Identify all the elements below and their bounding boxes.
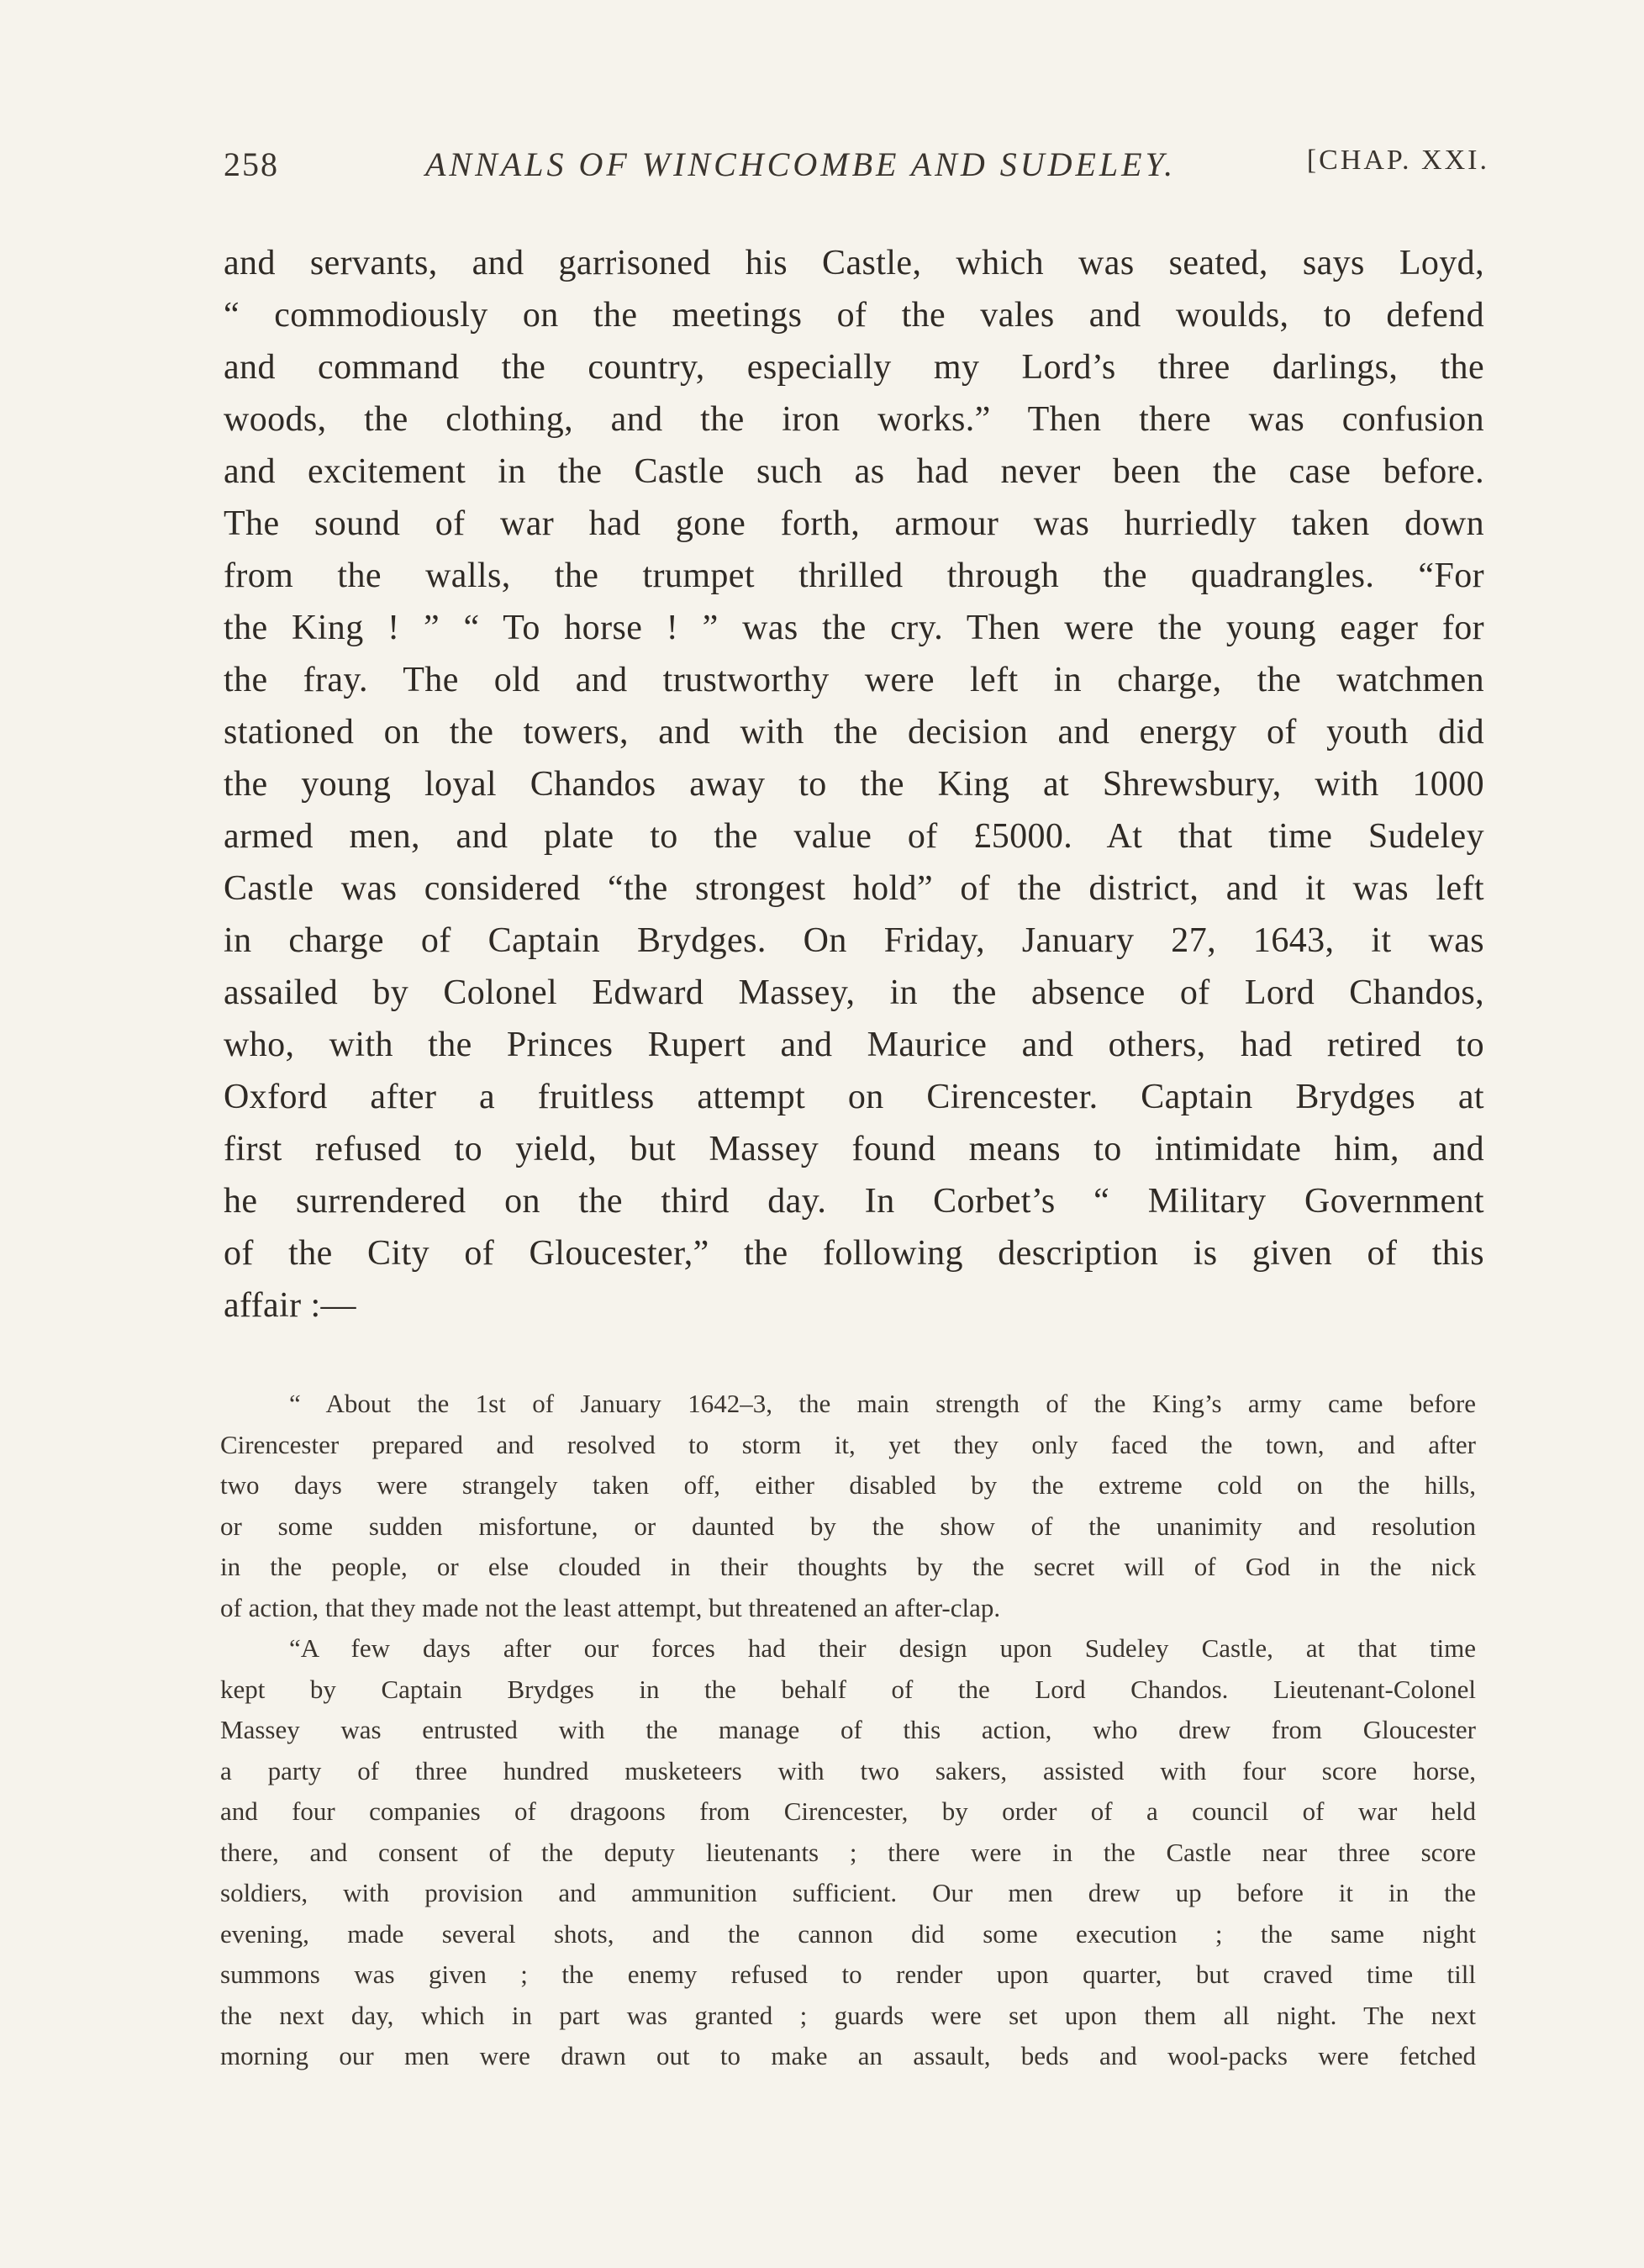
quote-line: two days were strangely taken off, either disabled by the extreme cold on the hills, [220, 1470, 1476, 1500]
quote-line: or some sudden misfortune, or daunted by the show of the unanimity and resolution [220, 1511, 1476, 1541]
quote-line: kept by Captain Brydges in the behalf of the Lord Chandos. Lieutenant-Colonel [220, 1674, 1476, 1704]
quote-line: a party of three hundred musketeers with two sakers, assisted with four score horse, [220, 1755, 1476, 1785]
quote-line: the next day, which in part was granted ; guards were set upon them all night. The next [220, 2000, 1476, 2030]
body-line: armed men, and plate to the value of £5000. At that time Sudeley [224, 817, 1484, 856]
quote-line: and four companies of dragoons from Cirencester, by order of a council of war held [220, 1796, 1476, 1826]
body-line: and command the country, especially my Lord’s three darlings, the [224, 348, 1484, 387]
quote-line: there, and consent of the deputy lieutenants ; there were in the Castle near three score [220, 1837, 1476, 1867]
quote-line: “A few days after our forces had their design upon Sudeley Castle, at that time [289, 1633, 1476, 1663]
body-line: the King ! ” “ To horse ! ” was the cry. Then were the young eager for [224, 609, 1484, 647]
quote-line: soldiers, with provision and ammunition sufficient. Our men drew up before it in the [220, 1878, 1476, 1907]
chapter-marker: [CHAP. XXI. [1306, 145, 1489, 176]
body-line: of the City of Gloucester,” the following description is given of this [224, 1234, 1484, 1273]
body-line: first refused to yield, but Massey found means to intimidate him, and [224, 1130, 1484, 1168]
body-line: “ commodiously on the meetings of the vales and woulds, to defend [224, 296, 1484, 335]
main-paragraph [224, 237, 1484, 1332]
book-title: ANNALS OF WINCHCOMBE AND SUDELEY. [425, 145, 1177, 183]
body-line: and excitement in the Castle such as had never been the case before. [224, 452, 1484, 491]
quote-line: evening, made several shots, and the cannon did some execution ; the same night [220, 1918, 1476, 1949]
body-line: The sound of war had gone forth, armour was hurriedly taken down [224, 504, 1484, 543]
body-line: Castle was considered “the strongest hold” of the district, and it was left [224, 869, 1484, 908]
body-line: woods, the clothing, and the iron works.” Then there was confusion [224, 400, 1484, 439]
quote-line: Cirencester prepared and resolved to storm it, yet they only faced the town, and after [220, 1429, 1476, 1459]
block-quotation [220, 1384, 1476, 2077]
running-head [224, 145, 1489, 195]
body-line: in charge of Captain Brydges. On Friday, January 27, 1643, it was [224, 921, 1484, 960]
body-line: from the walls, the trumpet thrilled through the quadrangles. “For [224, 556, 1484, 595]
body-line: and servants, and garrisoned his Castle, which was seated, says Loyd, [224, 244, 1484, 282]
quote-line: of action, that they made not the least attempt, but threatened an after-clap. [220, 1592, 1001, 1622]
body-line: he surrendered on the third day. In Corbet’s “ Military Government [224, 1182, 1484, 1221]
body-line: affair :— [224, 1286, 356, 1325]
quote-line: morning our men were drawn out to make an assault, beds and wool-packs were fetched [220, 2041, 1476, 2070]
page-number: 258 [224, 145, 279, 183]
quote-line: Massey was entrusted with the manage of this action, who drew from Gloucester [220, 1715, 1476, 1744]
body-line: the young loyal Chandos away to the King at Shrewsbury, with 1000 [224, 765, 1484, 804]
body-line: stationed on the towers, and with the decision and energy of youth did [224, 713, 1484, 752]
body-line: the fray. The old and trustworthy were left in charge, the watchmen [224, 661, 1484, 699]
body-line: Oxford after a fruitless attempt on Cirencester. Captain Brydges at [224, 1078, 1484, 1116]
body-line: assailed by Colonel Edward Massey, in the absence of Lord Chandos, [224, 973, 1484, 1012]
quote-line: summons was given ; the enemy refused to render upon quarter, but craved time till [220, 1959, 1476, 1989]
body-line: who, with the Princes Rupert and Maurice and others, had retired to [224, 1026, 1484, 1064]
quote-line: in the people, or else clouded in their thoughts by the secret will of God in the nick [220, 1552, 1476, 1581]
quote-line: “ About the 1st of January 1642–3, the main strength of the King’s army came before [289, 1389, 1476, 1418]
